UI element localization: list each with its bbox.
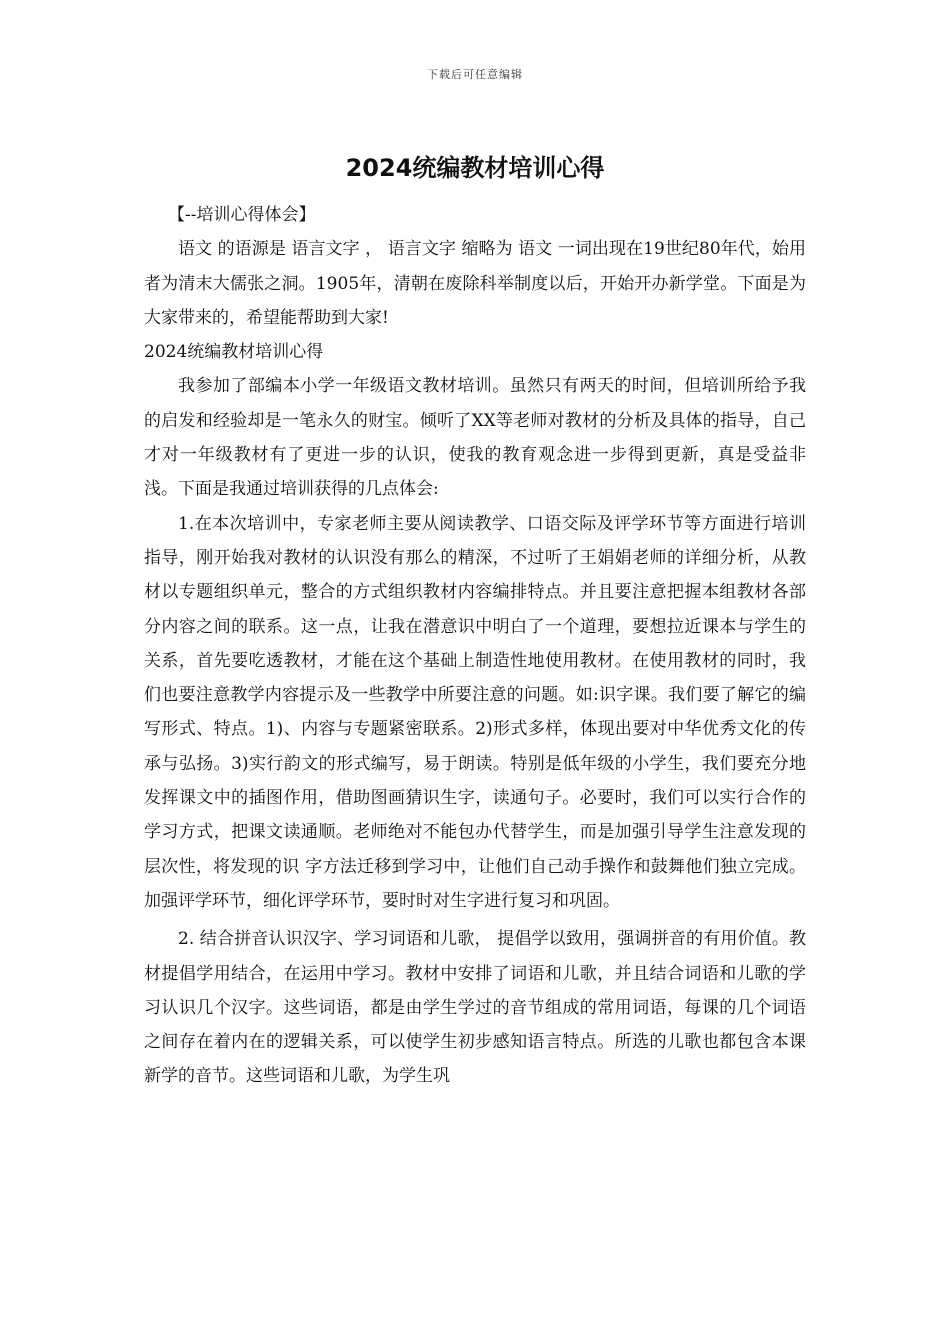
document-tag: 【--培训心得体会】 [168, 205, 316, 225]
document-title: 2024统编教材培训心得 [345, 154, 605, 182]
intro-paragraph: 语文 的语源是 语言文字 ， 语言文字 缩略为 语文 一词出现在19世纪80年代，始用者为清末大儒张之洞。1905年，清朝在废除科举制度以后，开始开办新学堂。下面是为大家带来的，希望能帮助到大家! [144, 239, 806, 328]
section-heading: 2024统编教材培训心得 [144, 342, 324, 363]
document-body [144, 148, 806, 1094]
body-paragraph-2: 1.在本次培训中，专家老师主要从阅读教学、口语交际及评学环节等方面进行培训指导，刚开始我对教材的认识没有那么的精深，不过听了王娟娟老师的详细分析，从教材以专题组织单元，整合的方式组织教材内容编排特点。并且要注意把握本组教材各部分内容之间的联系。这一点，让我在潜意识中明白了一个道理，要想拉近课本与学生的关系，首先要吃透教材，才能在这个基础上制造性地使用教材。在使用教材的同时，我们也要注意教学内容提示及一些教学中所要注意的问题。如:识字课。我们要了解它的编写形式、特点。1)、内容与专题紧密联系。2)形式多样，体现出要对中华优秀文化的传承与弘扬。3)实行韵文的形式编写，易于朗读。特别是低年级的小学生，我们要充分地发挥课文中的插图作用，借助图画猜识生字，读通句子。必要时，我们可以实行合作的学习方式，把课文读通顺。老师绝对不能包办代替学生，而是加强引导学生注意发现的层次性，将发现的识 字方法迁移到学习中，让他们自己动手操作和鼓舞他们独立完成。加强评学环节，细化评学环节，要时时对生字进行复习和巩固。 [144, 513, 806, 911]
body-paragraph-1: 我参加了部编本小学一年级语文教材培训。虽然只有两天的时间，但培训所给予我的启发和经验却是一笔永久的财宝。倾听了XX等老师对教材的分析及具体的指导，自己才对一年级教材有了更进一步的认识，使我的教育观念进一步得到更新，真是受益非浅。下面是我通过培训获得的几点体会: [144, 376, 806, 500]
page-header-note: 下载后可任意编辑 [427, 68, 523, 81]
body-paragraph-3: 2. 结合拼音认识汉字、学习词语和儿歌， 提倡学以致用，强调拼音的有用价值。教材提倡学用结合，在运用中学习。教材中安排了词语和儿歌，并且结合词语和儿歌的学习认识几个汉字。这些词语，都是由学生学过的音节组成的常用词语，每课的几个词语之间存在着内在的逻辑关系，可以使学生初步感知语言特点。所选的儿歌也都包含本课新学的音节。这些词语和儿歌，为学生巩 [144, 929, 806, 1087]
